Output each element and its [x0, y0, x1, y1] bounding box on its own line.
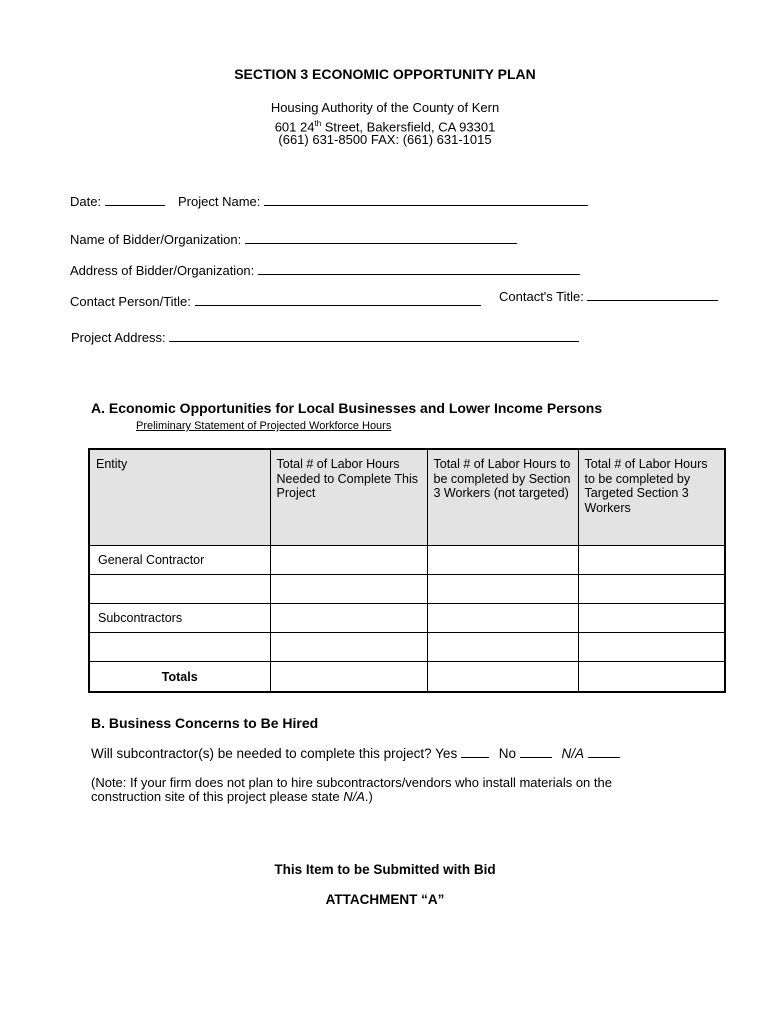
attachment-label: ATTACHMENT “A”: [325, 892, 445, 907]
project-address-label: Project Address:: [71, 330, 166, 345]
totals-cell[interactable]: [270, 662, 427, 693]
header-section3-hours: Total # of Labor Hours to be completed by Section 3 Workers (not targeted): [427, 449, 578, 546]
note-line-1: [91, 776, 695, 790]
row-label-subcontractors: Subcontractors: [89, 604, 270, 633]
note-text-3: .): [364, 789, 373, 804]
contact-title-label: Contact's Title:: [499, 289, 584, 304]
no-label: No: [498, 746, 516, 761]
totals-label: Totals: [89, 662, 270, 693]
section-a-subheading: Preliminary Statement of Projected Workforce Hours: [136, 420, 392, 432]
table-cell[interactable]: [270, 633, 427, 662]
org-phone-fax: (661) 631-8500 FAX: (661) 631-1015: [278, 132, 492, 147]
yes-field[interactable]: [461, 745, 489, 758]
table-header-row: [89, 449, 725, 546]
bidder-address-field[interactable]: [258, 262, 580, 275]
header-entity: Entity: [89, 449, 270, 546]
workforce-hours-table: [88, 448, 726, 693]
date-label: Date:: [70, 194, 102, 209]
contact-field[interactable]: [195, 293, 481, 306]
table-cell[interactable]: [578, 546, 725, 575]
subcontractor-question: [91, 745, 620, 761]
table-cell[interactable]: [427, 604, 578, 633]
project-name-label: Project Name:: [178, 194, 261, 209]
bidder-name-label: Name of Bidder/Organization:: [70, 232, 242, 247]
table-row: [89, 575, 725, 604]
question-text: Will subcontractor(s) be needed to complete this project? Yes: [91, 746, 458, 761]
note-text-2: construction site of this project please state: [91, 789, 344, 804]
project-address-row: [71, 329, 579, 345]
totals-cell[interactable]: [578, 662, 725, 693]
note-paragraph: [91, 776, 695, 804]
table-cell[interactable]: [578, 633, 725, 662]
table-row: [89, 604, 725, 633]
project-name-row: [178, 193, 588, 209]
street-number: 601 24: [274, 119, 315, 135]
note-line-2: [91, 790, 695, 804]
note-text-1: (Note: If your firm does not plan to hire subcontractors/vendors who install materials on the: [91, 775, 612, 790]
table-cell[interactable]: [427, 575, 578, 604]
contact-row: [70, 293, 481, 309]
street-rest: Street, Bakersfield, CA 93301: [321, 119, 496, 135]
bidder-address-label: Address of Bidder/Organization:: [70, 263, 255, 278]
table-row: [89, 546, 725, 575]
bidder-name-row: [70, 231, 517, 247]
table-cell[interactable]: [270, 575, 427, 604]
note-na: N/A: [343, 789, 365, 804]
date-field[interactable]: [105, 193, 165, 206]
na-field[interactable]: [588, 745, 620, 758]
document-title: SECTION 3 ECONOMIC OPPORTUNITY PLAN: [234, 66, 536, 82]
row-label-blank[interactable]: [89, 633, 270, 662]
table-cell[interactable]: [270, 604, 427, 633]
table-cell[interactable]: [270, 546, 427, 575]
totals-cell[interactable]: [427, 662, 578, 693]
table-cell[interactable]: [578, 604, 725, 633]
table-cell[interactable]: [427, 546, 578, 575]
project-name-field[interactable]: [264, 193, 588, 206]
org-name: Housing Authority of the County of Kern: [270, 100, 500, 115]
submit-note: This Item to be Submitted with Bid: [274, 862, 496, 877]
table-row: [89, 633, 725, 662]
contact-title-field[interactable]: [587, 288, 718, 301]
na-label: N/A: [561, 746, 585, 761]
row-label-blank[interactable]: [89, 575, 270, 604]
table-cell[interactable]: [427, 633, 578, 662]
table-cell[interactable]: [578, 575, 725, 604]
date-row: [70, 193, 165, 209]
project-address-field[interactable]: [169, 329, 579, 342]
bidder-address-row: [70, 262, 580, 278]
section-b-heading: B. Business Concerns to Be Hired: [91, 715, 319, 731]
row-label-general-contractor: General Contractor: [89, 546, 270, 575]
totals-row: [89, 662, 725, 693]
street-ordinal: th: [314, 119, 322, 128]
contact-title-row: [499, 288, 718, 304]
section-a-heading: A. Economic Opportunities for Local Businesses and Lower Income Persons: [91, 400, 603, 416]
no-field[interactable]: [520, 745, 552, 758]
bidder-name-field[interactable]: [245, 231, 517, 244]
header-total-hours: Total # of Labor Hours Needed to Complete This Project: [270, 449, 427, 546]
contact-label: Contact Person/Title:: [70, 294, 191, 309]
header-targeted-hours: Total # of Labor Hours to be completed by Targeted Section 3 Workers: [578, 449, 725, 546]
